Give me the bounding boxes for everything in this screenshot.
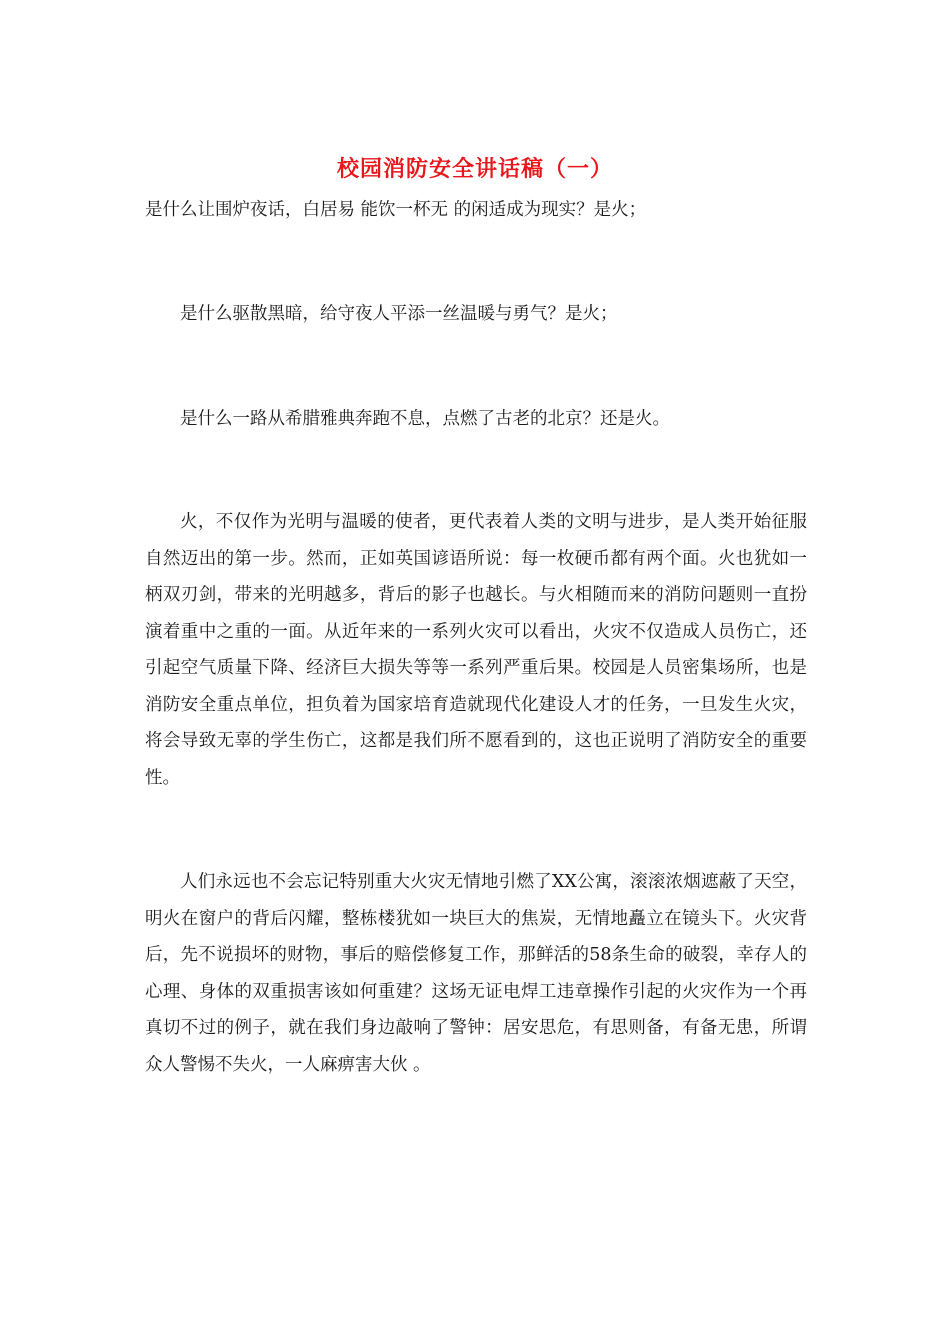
paragraph-3: 是什么一路从希腊雅典奔跑不息，点燃了古老的北京？还是火。 (180, 409, 670, 429)
paragraph-1: 是什么让围炉夜话，白居易 能饮一杯无 的闲适成为现实？是火； (145, 200, 647, 220)
paragraph-2: 是什么驱散黑暗，给守夜人平添一丝温暖与勇气？是火； (180, 304, 618, 324)
paragraph-4: 火，不仅作为光明与温暖的使者，更代表着人类的文明与进步，是人类开始征服自然迈出的第一步。然而，正如英国谚语所说：每一枚硬币都有两个面。火也犹如一柄双刃剑，带来的光明越多，背后的影子也越长。与火相随而来的消防问题则一直扮演着重中之重的一面。从近年来的一系列火灾可以看出，火灾不仅造成人员伤亡，还引起空气质量下降、经济巨大损失等等一系列严重后果。校园是人员密集场所，也是消防安全重点单位，担负着为国家培育造就现代化建设人才的任务，一旦发生火灾，将会导致无辜的学生伤亡，这都是我们所不愿看到的，这也正说明了消防安全的重要性。 (145, 512, 807, 788)
document-title: 校园消防安全讲话稿（一） (336, 156, 613, 182)
paragraph-5: 人们永远也不会忘记特别重大火灾无情地引燃了XX公寓，滚滚浓烟遮蔽了天空，明火在窗户的背后闪耀，整栋楼犹如一块巨大的焦炭，无情地矗立在镜头下。火灾背后，先不说损坏的财物，事后的赔偿修复工作，那鲜活的58条生命的破裂，幸存人的心理、身体的双重损害该如何重建？这场无证电焊工违章操作引起的火灾作为一个再真切不过的例子，就在我们身边敲响了警钟：居安思危，有思则备，有备无患，所谓 众人警惕不失火，一人麻痹害大伙 。 (145, 872, 807, 1075)
